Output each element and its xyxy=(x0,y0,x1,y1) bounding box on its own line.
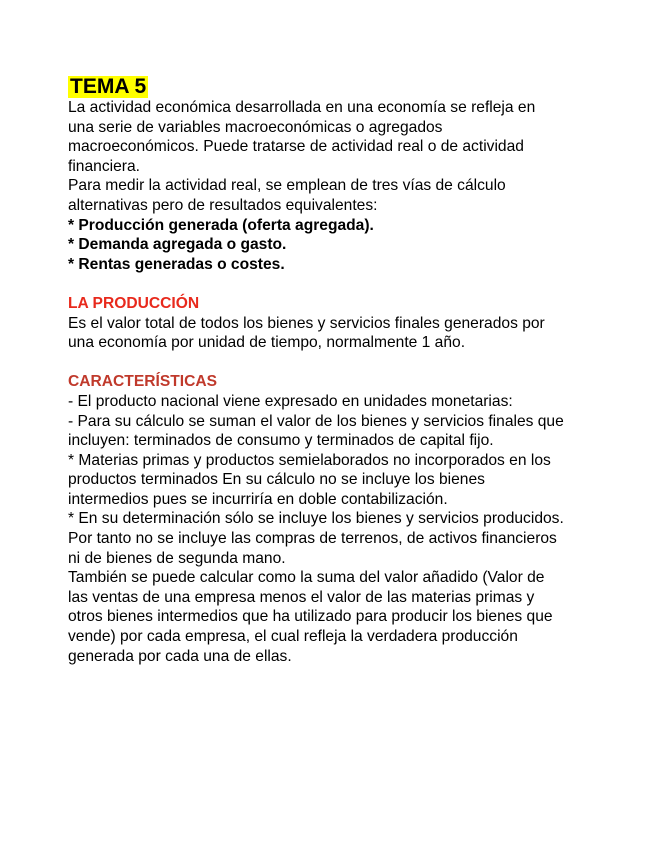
produccion-definition: Es el valor total de todos los bienes y servicios finales generados por una economía por unidad de tiempo, normalmente 1 año. xyxy=(68,314,545,352)
method-item-demanda: * Demanda agregada o gasto. xyxy=(68,236,287,254)
spacer xyxy=(68,274,615,294)
caracteristica-line-4: * En su determinación sólo se incluye los bienes y servicios producidos. Por tanto no se incluye las compras de terrenos, de activos financieros ni de bienes de segunda mano. xyxy=(68,510,564,567)
caracteristica-line-2: - Para su cálculo se suman el valor de los bienes y servicios finales que incluyen: terminados de consumo y terminados de capital fijo. xyxy=(68,412,564,450)
caracteristica-line-1: - El producto nacional viene expresado en unidades monetarias: xyxy=(68,392,513,410)
caracteristica-line-5: También se puede calcular como la suma del valor añadido (Valor de las ventas de una empresa menos el valor de las materias primas y otros bienes intermedios que ha utilizado para producir los bienes que vende) por cada empresa, el cual refleja la verdadera producción generada por cada una de ellas. xyxy=(68,569,553,665)
method-item-produccion: * Producción generada (oferta agregada). xyxy=(68,216,374,234)
method-item-rentas: * Rentas generadas o costes. xyxy=(68,255,285,273)
section-heading-produccion: LA PRODUCCIÓN xyxy=(68,294,200,312)
page-title: TEMA 5 xyxy=(70,75,147,98)
intro-paragraph-1: La actividad económica desarrollada en una economía se refleja en una serie de variables macroeconómicas o agregados macroeconómicos. Puede tratarse de actividad real o de actividad financiera. xyxy=(68,99,536,175)
caracteristica-line-3: * Materias primas y productos semielaborados no incorporados en los productos terminados En su cálculo no se incluye los bienes intermedios pues se incurriría en doble contabilización. xyxy=(68,451,551,508)
intro-paragraph-2: Para medir la actividad real, se emplean de tres vías de cálculo alternativas pero de resultados equivalentes: xyxy=(68,177,506,214)
spacer xyxy=(68,353,615,373)
section-heading-caracteristicas: CARACTERÍSTICAS xyxy=(68,373,218,391)
